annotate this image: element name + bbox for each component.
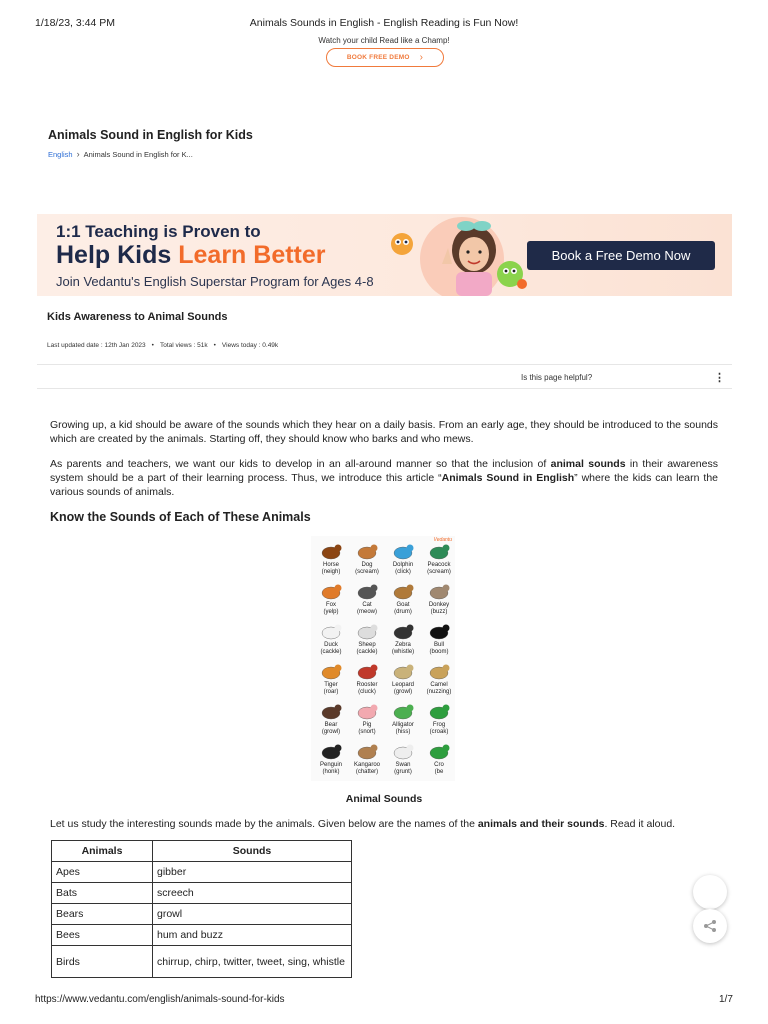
promo-text: Watch your child Read like a Champ! (318, 36, 450, 45)
animal-cell-penguin (313, 742, 349, 776)
image-caption-text: Animal Sounds (345, 793, 423, 805)
animal-cell: Bats (52, 883, 153, 904)
banner-line1: 1:1 Teaching is Proven to (56, 222, 261, 241)
animal-cell-peacock (421, 542, 457, 576)
animal-sounds-table (51, 840, 352, 978)
text-run: ” where the kids can learn the various sounds of animals. (50, 472, 718, 498)
animal-cell-kangaroo (349, 742, 385, 776)
animal-name: Horse (322, 562, 339, 568)
animal-cell-dog (349, 542, 385, 576)
animal-cell-cro (421, 742, 457, 776)
animal-sound: (nuzzing) (426, 689, 452, 695)
animal-name: Rooster (356, 682, 378, 688)
animal-name: Zebra (395, 642, 411, 648)
animal-cell: Bears (52, 904, 153, 925)
animal-name: Dolphin (392, 562, 414, 568)
parents-paragraph (50, 457, 718, 499)
animal-cell-tiger (313, 662, 349, 696)
sound-cell: gibber (153, 862, 352, 883)
breadcrumb (48, 149, 193, 159)
bold-text-run: Animals Sound in English (441, 472, 575, 484)
animal-name: Duck (324, 642, 338, 648)
animal-sound: (honk) (322, 769, 340, 775)
animal-name: Camel (430, 682, 448, 688)
animal-sound: (growl) (393, 689, 413, 695)
promo-banner[interactable] (37, 214, 732, 296)
text-run: in their awareness system should be a part of their learning process. Thus, we introduce this article “ (50, 458, 718, 484)
animal-cell-rooster (349, 662, 385, 696)
animal-sound: (hiss) (395, 729, 411, 735)
bold-text-run: animal sounds (550, 458, 626, 470)
animal-cell-pig (349, 702, 385, 736)
goat-icon (390, 582, 416, 602)
animal-sounds-infographic (311, 536, 455, 781)
sound-cell: growl (153, 904, 352, 925)
animal-sound: (croak) (429, 729, 449, 735)
animal-name: Peacock (427, 562, 451, 568)
bold-text-run: animals and their sounds (477, 818, 605, 830)
divider (37, 364, 732, 365)
animal-cell-zebra (385, 622, 421, 656)
animal-name: Goat (396, 602, 410, 608)
footer-url: https://www.vedantu.com/english/animals-sound-for-kids (35, 994, 285, 1005)
animal-sound: (growl) (321, 729, 341, 735)
animal-sound: (roar) (323, 689, 339, 695)
animal-sound: (be (434, 769, 444, 775)
floating-action-button[interactable] (693, 875, 727, 909)
bear-icon (318, 702, 344, 722)
banner-headline-part: Help Kids (56, 241, 179, 269)
animal-cell-sheep (349, 622, 385, 656)
animal-name: Dog (361, 562, 373, 568)
animal-sound: (cluck) (358, 689, 376, 695)
animal-sound: (snort) (358, 729, 376, 735)
animal-name: Leopard (391, 682, 415, 688)
animal-cell-horse (313, 542, 349, 576)
animal-cell-alligator (385, 702, 421, 736)
donkey-icon (426, 582, 452, 602)
meta-dot: • (151, 342, 154, 349)
divider (37, 388, 732, 389)
intro-paragraph: Growing up, a kid should be aware of the sounds which they hear on a daily basis. From an early age, they should be introduced to the sounds which are created by the animals. Starting off, they should know who barks and who mews. (50, 419, 718, 445)
helpful-prompt: Is this page helpful? (521, 373, 593, 382)
zebra-icon (390, 622, 416, 642)
dog-icon (354, 542, 380, 562)
animal-cell-frog (421, 702, 457, 736)
book-free-demo-button[interactable] (326, 48, 444, 67)
book-demo-now-button[interactable]: Book a Free Demo Now (527, 241, 715, 270)
animal-sound: (buzz) (430, 609, 448, 615)
animal-name: Cro (434, 762, 444, 768)
alligator-icon (390, 702, 416, 722)
animal-sound: (scream) (355, 569, 379, 575)
fox-icon (318, 582, 344, 602)
animal-cell-leopard (385, 662, 421, 696)
breadcrumb-current: Animals Sound in English for K... (83, 149, 193, 159)
animal-sound: (cackle) (356, 649, 378, 655)
meta-dot: • (213, 342, 216, 349)
rooster-icon (354, 662, 380, 682)
vedantu-logo: Vedantu (433, 537, 452, 543)
banner-headline-accent: Learn Better (178, 241, 326, 269)
animal-name: Fox (325, 602, 336, 608)
animal-cell: Bees (52, 925, 153, 946)
animal-cell-cat (349, 582, 385, 616)
animal-cell-bull (421, 622, 457, 656)
animal-name: Tiger (324, 682, 338, 688)
animal-sound: (scream) (427, 569, 451, 575)
breadcrumb-separator-icon: › (76, 149, 80, 159)
table-row (52, 862, 352, 883)
animal-name: Donkey (428, 602, 450, 608)
breadcrumb-link-english[interactable]: English (48, 149, 73, 159)
article-meta (47, 342, 278, 349)
table-header-row (52, 841, 352, 862)
animal-sound: (boom) (429, 649, 449, 655)
animal-name: Penguin (319, 762, 343, 768)
animal-cell-donkey (421, 582, 457, 616)
animal-cell-goat (385, 582, 421, 616)
penguin-icon (318, 742, 344, 762)
horse-icon (318, 542, 344, 562)
section-title: Kids Awareness to Animal Sounds (47, 311, 228, 323)
animal-cell-camel (421, 662, 457, 696)
chevron-right-icon: › (419, 52, 424, 63)
animal-sound: (whistle) (391, 649, 415, 655)
animal-cell: Birds (52, 946, 153, 978)
table-row (52, 904, 352, 925)
animal-cell: Apes (52, 862, 153, 883)
animal-cell-fox (313, 582, 349, 616)
animal-sound: (neigh) (321, 569, 341, 575)
animal-name: Swan (395, 762, 411, 768)
page-title: Animals Sound in English for Kids (48, 128, 253, 142)
animal-name: Kangaroo (353, 762, 381, 768)
animal-sound: (click) (395, 569, 411, 575)
table-row (52, 925, 352, 946)
swan-icon (390, 742, 416, 762)
column-header: Animals (52, 841, 153, 862)
total-views: Total views : 51k (159, 342, 208, 349)
animal-name: Alligator (392, 722, 414, 728)
page-number: 1/7 (719, 994, 733, 1005)
camel-icon (426, 662, 452, 682)
text-run: . Read it aloud. (604, 818, 676, 830)
animal-name: Pig (362, 722, 372, 728)
text-run: As parents and teachers, we want our kids to develop in an all-around manner so that the inclusion of (50, 458, 551, 470)
table-row (52, 883, 352, 904)
column-header: Sounds (153, 841, 352, 862)
frog-icon (426, 702, 452, 722)
animal-sound: (drum) (394, 609, 412, 615)
tiger-icon (318, 662, 344, 682)
bull-icon (426, 622, 452, 642)
sound-cell: screech (153, 883, 352, 904)
peacock-icon (426, 542, 452, 562)
table-row (52, 946, 352, 978)
animal-sound: (meow) (356, 609, 377, 615)
animal-name: Bull (433, 642, 444, 648)
image-caption (0, 793, 768, 805)
print-title: Animals Sounds in English - English Reading is Fun Now! (249, 17, 519, 29)
pig-icon (354, 702, 380, 722)
sheep-icon (354, 622, 380, 642)
girl-illustration-icon (382, 214, 527, 296)
sound-cell: hum and buzz (153, 925, 352, 946)
views-today: Views today : 0.49k (221, 342, 279, 349)
last-updated: Last updated date : 12th Jan 2023 (47, 342, 146, 349)
animal-cell-bear (313, 702, 349, 736)
share-icon (702, 918, 718, 934)
crocodile-icon (426, 742, 452, 762)
duck-icon (318, 622, 344, 642)
book-free-demo-label: BOOK FREE DEMO (346, 54, 410, 61)
section-heading: Know the Sounds of Each of These Animals (50, 510, 311, 524)
animal-sound: (grunt) (394, 769, 412, 775)
animal-cell-swan (385, 742, 421, 776)
animal-sound: (yelp) (323, 609, 339, 615)
banner-subline: Join Vedantu's English Superstar Program for Ages 4-8 (56, 274, 374, 289)
animal-cell-duck (313, 622, 349, 656)
more-options-icon[interactable]: ⋮ (714, 372, 725, 384)
animal-name: Bear (324, 722, 338, 728)
dolphin-icon (390, 542, 416, 562)
banner-headline (56, 241, 326, 270)
animal-sound: (chatter) (355, 769, 379, 775)
animal-name: Frog (432, 722, 446, 728)
text-run: Let us study the interesting sounds made by the animals. Given below are the names of the (50, 818, 478, 830)
print-date: 1/18/23, 3:44 PM (35, 17, 115, 29)
sound-cell: chirrup, chirp, twitter, tweet, sing, whistle (153, 946, 352, 978)
animal-name: Sheep (358, 642, 376, 648)
leopard-icon (390, 662, 416, 682)
share-button[interactable] (693, 909, 727, 943)
print-header (0, 17, 768, 31)
animal-sound: (cackle) (320, 649, 342, 655)
animal-cell-dolphin (385, 542, 421, 576)
kangaroo-icon (354, 742, 380, 762)
animal-name: Cat (362, 602, 372, 608)
cat-icon (354, 582, 380, 602)
table-intro-paragraph (50, 817, 718, 831)
